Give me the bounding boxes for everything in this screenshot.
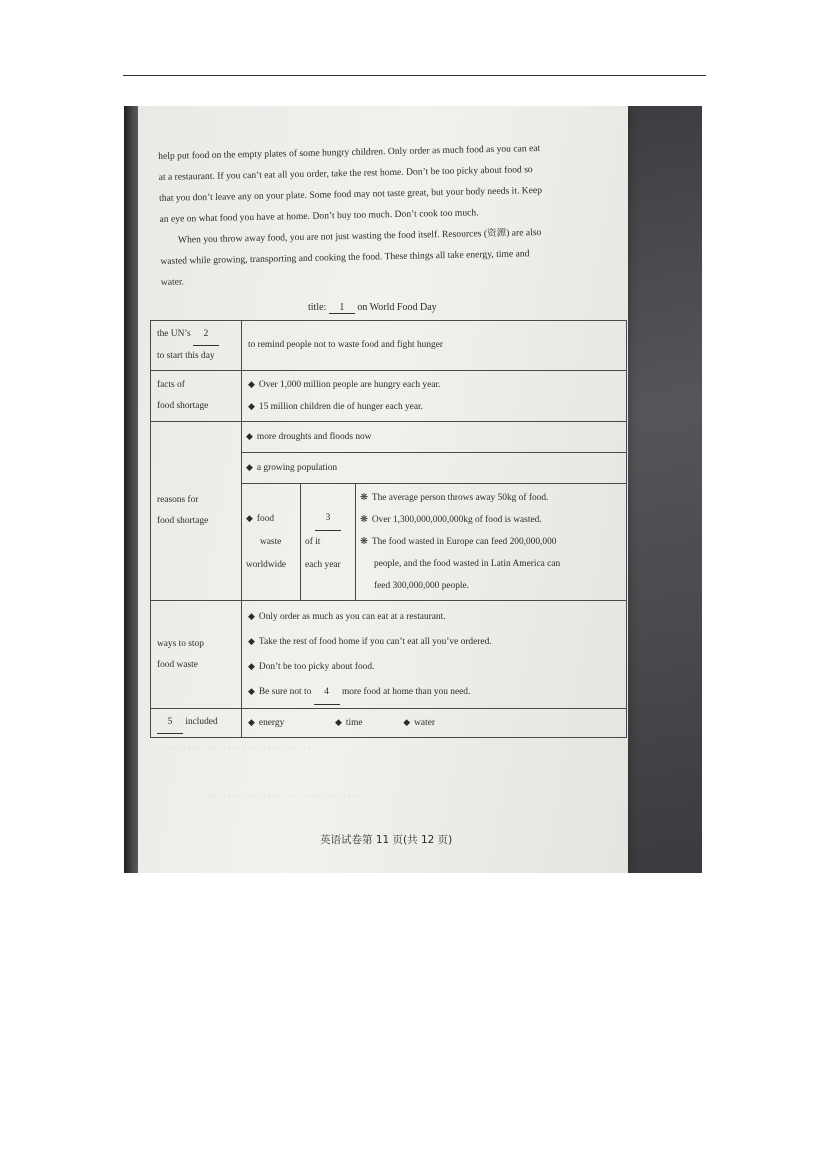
- exam-page-photo: [124, 106, 702, 873]
- diamond-bullet-icon: ◆: [248, 611, 255, 621]
- diamond-bullet-icon: ◆: [334, 717, 342, 727]
- diamond-bullet-icon: ◆: [246, 431, 253, 441]
- diamond-bullet-icon: ◆: [248, 686, 255, 696]
- blank-2: 2: [193, 324, 219, 346]
- page-binding-edge: [124, 106, 138, 873]
- row-label: ways to stop food waste: [151, 601, 242, 709]
- waste-facts: ❋ The average person throws away 50kg of food. ❋ Over 1,300,000,000,000kg of food is wasted. ❋ The food wasted in Europe can feed 200,000,000 people, and the food wasted in Latin America can feed 300,000,000 people.: [356, 484, 627, 601]
- title-suffix: on World Food Day: [357, 302, 437, 313]
- passage-line: that you don’t leave any on your plate. Some food may not taste great, but your body needs it. Keep: [158, 184, 543, 204]
- summary-table: [150, 320, 627, 738]
- page-footer: 英语试卷第 11 页(共 12 页): [320, 834, 453, 846]
- passage-line: an eye on what food you have at home. Don’t buy too much. Don’t cook too much.: [159, 207, 479, 225]
- asterisk-bullet-icon: ❋: [360, 515, 368, 525]
- table-row: [151, 709, 627, 738]
- diamond-bullet-icon: ◆: [248, 636, 255, 646]
- passage-line: help put food on the empty plates of some hungry children. Only order as much food as you can eat: [158, 142, 541, 162]
- asterisk-bullet-icon: ❋: [360, 493, 368, 503]
- diamond-bullet-icon: ◆: [248, 661, 255, 671]
- table-row: [151, 371, 627, 422]
- asterisk-bullet-icon: ❋: [360, 537, 368, 547]
- row-content: ◆ Only order as much as you can eat at a restaurant. ◆ Take the rest of food home if you can’t eat all you’ve ordered. ◆ Don’t be too picky about food. ◆ Be sure not to 4 more food at home than you need.: [242, 601, 627, 709]
- row-content: ◆ Over 1,000 million people are hungry each year. ◆ 15 million children die of hunger each year.: [242, 371, 627, 422]
- passage-line: at a restaurant. If you can’t eat all you order, take the rest home. Don’t be too picky about food so: [158, 164, 533, 183]
- diamond-bullet-icon: ◆: [248, 401, 255, 411]
- row-label: the UN’s 2 to start this day: [151, 321, 242, 371]
- diamond-bullet-icon: ◆: [248, 717, 255, 727]
- passage-line: When you throw away food, you are not just wasting the food itself. Resources (资源) are also: [177, 226, 542, 246]
- passage-line: water.: [160, 276, 185, 288]
- row-label: 5 included: [151, 709, 242, 738]
- table-row: [151, 601, 627, 709]
- chart-title-line: [308, 302, 437, 314]
- diamond-bullet-icon: ◆: [246, 513, 253, 523]
- bleed-through-text: . . . . . . . . . . . . . . . . . . . . . . . . . . . . . . .: [208, 788, 361, 799]
- blank-4: 4: [314, 680, 340, 705]
- exam-sheet: [138, 106, 628, 873]
- diamond-bullet-icon: ◆: [403, 717, 411, 727]
- waste-label-col2: 3 of it each year: [301, 484, 356, 601]
- header-rule: [123, 75, 706, 76]
- row-label: reasons for food shortage: [151, 422, 242, 601]
- diamond-bullet-icon: ◆: [248, 379, 255, 389]
- blank-1: 1: [329, 302, 355, 314]
- passage-line: wasted while growing, transporting and cooking the food. These things all take energy, time and: [160, 248, 530, 267]
- reasons-subtable: ◆ more droughts and floods now ◆ a growing population ◆ food waste worldwide 3 of it each year ❋ The average person throws away 50kg of food. ❋ Over 1,300,000,000,000kg of food is wasted. ❋ The food wasted in Europe can feed 200,000,000 people, and the food wasted in Latin America can feed 300,000,000 people.: [242, 422, 626, 600]
- bleed-through-text: . . . . . . . . . . . . . . . . . . . . . . . . . . . . . .: [168, 741, 316, 752]
- title-prefix: title:: [308, 302, 327, 313]
- passage: [158, 137, 601, 293]
- row-content: to remind people not to waste food and fight hunger: [242, 321, 627, 371]
- row-content: [242, 422, 627, 601]
- row-content: ◆ energy ◆ time ◆ water: [242, 709, 627, 738]
- waste-label-col1: ◆ food waste worldwide: [242, 484, 301, 601]
- blank-5: 5: [157, 712, 183, 734]
- row-label: facts of food shortage: [151, 371, 242, 422]
- diamond-bullet-icon: ◆: [246, 462, 253, 472]
- table-row: [151, 422, 627, 601]
- table-row: [151, 321, 627, 371]
- blank-3: 3: [315, 507, 341, 531]
